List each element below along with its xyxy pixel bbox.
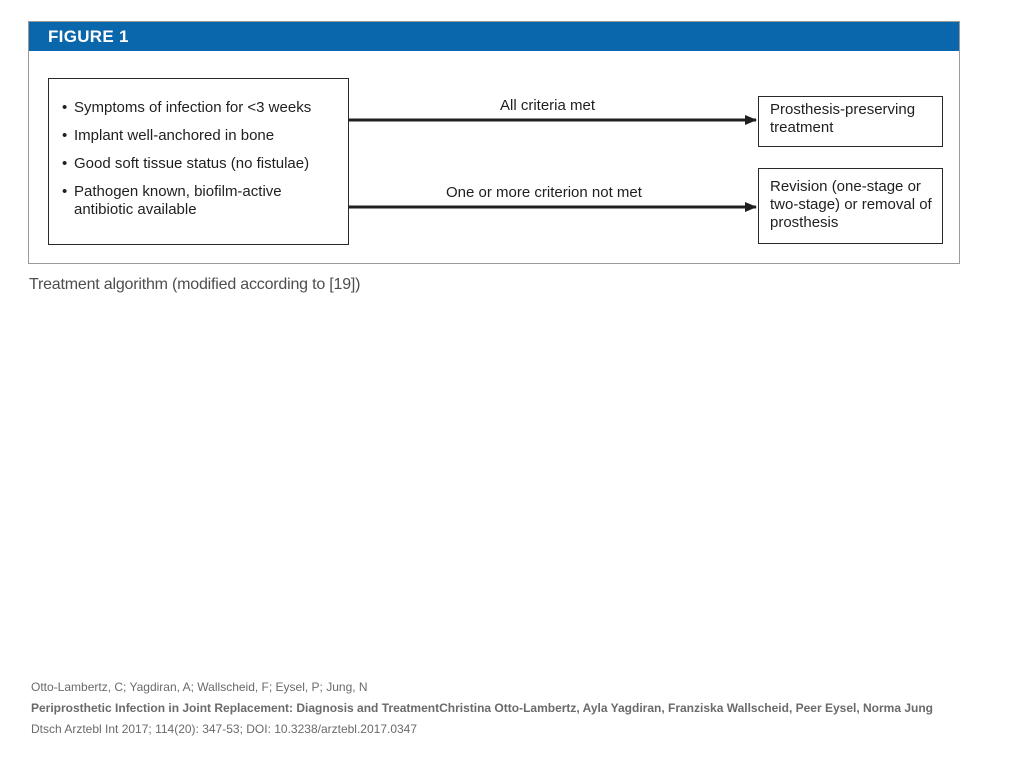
citation — [31, 677, 933, 740]
criterion-text: Implant well-anchored in bone — [74, 127, 275, 144]
outcome-prosthesis-preserving: Prosthesis-preserving treatment — [758, 96, 943, 147]
criterion-text: Symptoms of infection for <3 weeks — [74, 99, 312, 116]
outcome-revision-removal: Revision (one-stage or two-stage) or removal of prosthesis — [758, 168, 943, 244]
bullet-icon: • — [62, 155, 68, 172]
bullet-icon: • — [62, 127, 68, 144]
figure-header: FIGURE 1 — [29, 22, 959, 51]
citation-title: Periprosthetic Infection in Joint Replacement: Diagnosis and TreatmentChristina Otto-Lambertz, Ayla Yagdiran, Franziska Wallscheid, Peer Eysel, Norma Jung — [31, 701, 933, 715]
criterion-text: Good soft tissue status (no fistulae) — [74, 155, 310, 172]
figure-frame — [28, 21, 960, 264]
criterion-text: Pathogen known, biofilm-active antibiotic available — [74, 183, 282, 218]
bullet-icon: • — [62, 183, 68, 200]
branch-label-not-met: One or more criterion not met — [446, 184, 642, 201]
citation-authors: Otto-Lambertz, C; Yagdiran, A; Wallscheid, F; Eysel, P; Jung, N — [31, 680, 368, 694]
citation-source: Dtsch Arztebl Int 2017; 114(20): 347-53; DOI: 10.3238/arztebl.2017.0347 — [31, 722, 418, 736]
bullet-icon: • — [62, 99, 68, 116]
figure-caption: Treatment algorithm (modified according to [19]) — [29, 276, 361, 293]
branch-label-all-met: All criteria met — [500, 97, 596, 114]
